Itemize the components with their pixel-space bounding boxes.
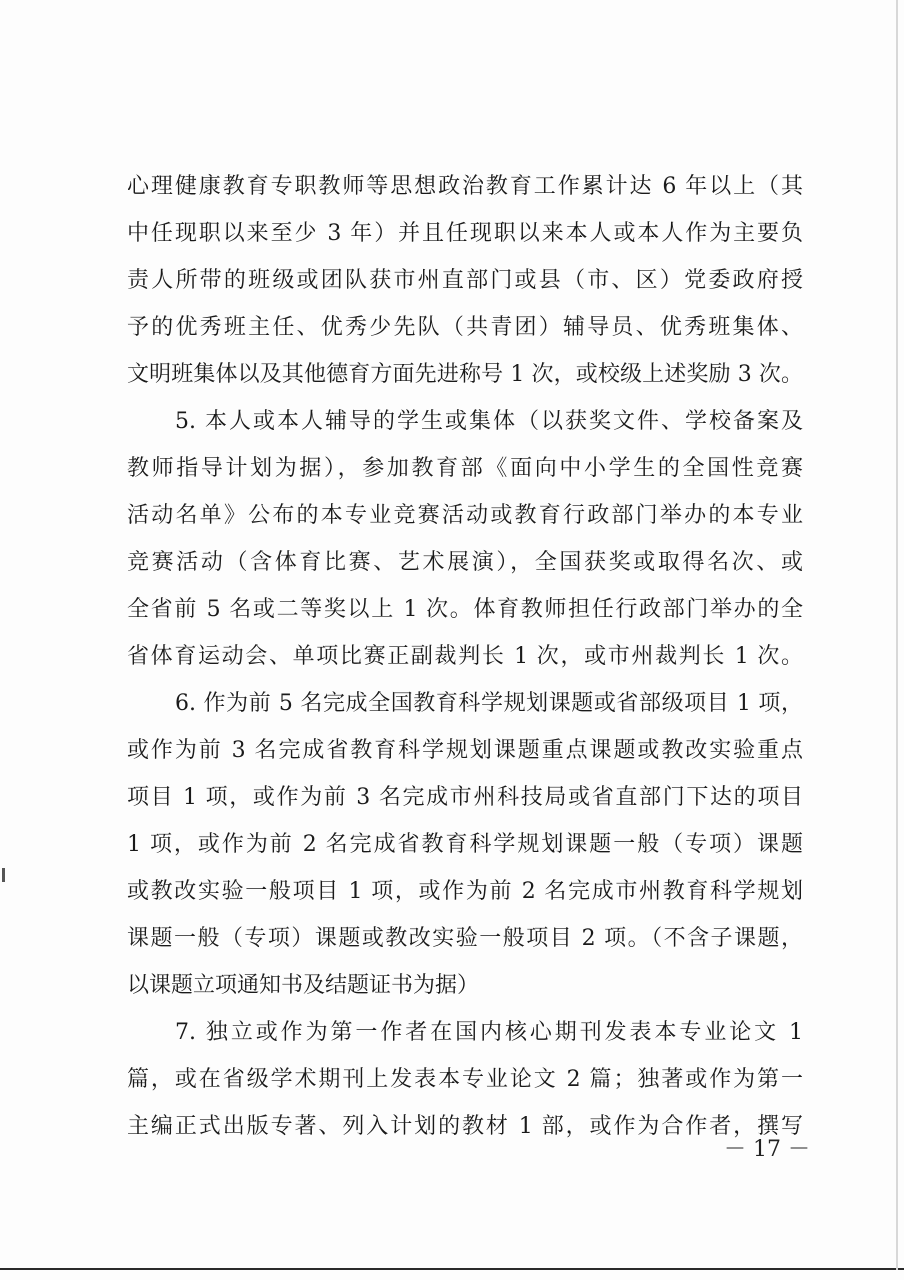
text-line: 项目 1 项，或作为前 3 名完成市州科技局或省直部门下达的项目: [127, 785, 803, 810]
text-line: 1 项，或作为前 2 名完成省教育科学规划课题一般（专项）课题: [127, 832, 803, 857]
text-line: 文明班集体以及其他德育方面先进称号 1 次，或校级上述奖励 3 次。: [127, 362, 803, 387]
scan-border-right: [896, 0, 898, 1270]
text-line: 予的优秀班主任、优秀少先队（共青团）辅导员、优秀班集体、: [127, 315, 803, 340]
text-line: 或作为前 3 名完成省教育科学规划课题重点课题或教改实验重点: [127, 738, 803, 763]
text-line: 以课题立项通知书及结题证书为据）: [127, 973, 480, 998]
text-line: 全省前 5 名或二等奖以上 1 次。体育教师担任行政部门举办的全: [127, 597, 803, 622]
text-line: 7. 独立或作为第一作者在国内核心期刊发表本专业论文 1: [175, 1020, 803, 1045]
text-line: 中任现职以来至少 3 年）并且任现职以来本人或本人作为主要负: [127, 221, 803, 246]
text-line: 心理健康教育专职教师等思想政治教育工作累计达 6 年以上（其: [127, 174, 803, 199]
scan-mark: [2, 868, 5, 882]
text-line: 6. 作为前 5 名完成全国教育科学规划课题或省部级项目 1 项，: [175, 691, 803, 716]
page-number: － 17 －: [724, 1137, 810, 1162]
text-line: 5. 本人或本人辅导的学生或集体（以获奖文件、学校备案及: [175, 409, 803, 434]
text-line: 篇，或在省级学术期刊上发表本专业论文 2 篇；独著或作为第一: [127, 1067, 803, 1092]
text-line: 省体育运动会、单项比赛正副裁判长 1 次，或市州裁判长 1 次。: [127, 644, 803, 669]
text-line: 竞赛活动（含体育比赛、艺术展演），全国获奖或取得名次、或: [127, 550, 803, 575]
scan-border-bottom: [0, 1268, 904, 1270]
text-line: 或教改实验一般项目 1 项，或作为前 2 名完成市州教育科学规划: [127, 879, 803, 904]
text-line: 责人所带的班级或团队获市州直部门或县（市、区）党委政府授: [127, 268, 803, 293]
text-line: 主编正式出版专著、列入计划的教材 1 部，或作为合作者，撰写: [127, 1114, 803, 1139]
text-line: 课题一般（专项）课题或教改实验一般项目 2 项。（不含子课题，: [127, 926, 803, 951]
text-line: 活动名单》公布的本专业竞赛活动或教育行政部门举办的本专业: [127, 503, 803, 528]
text-line: 教师指导计划为据），参加教育部《面向中小学生的全国性竞赛: [127, 456, 803, 481]
